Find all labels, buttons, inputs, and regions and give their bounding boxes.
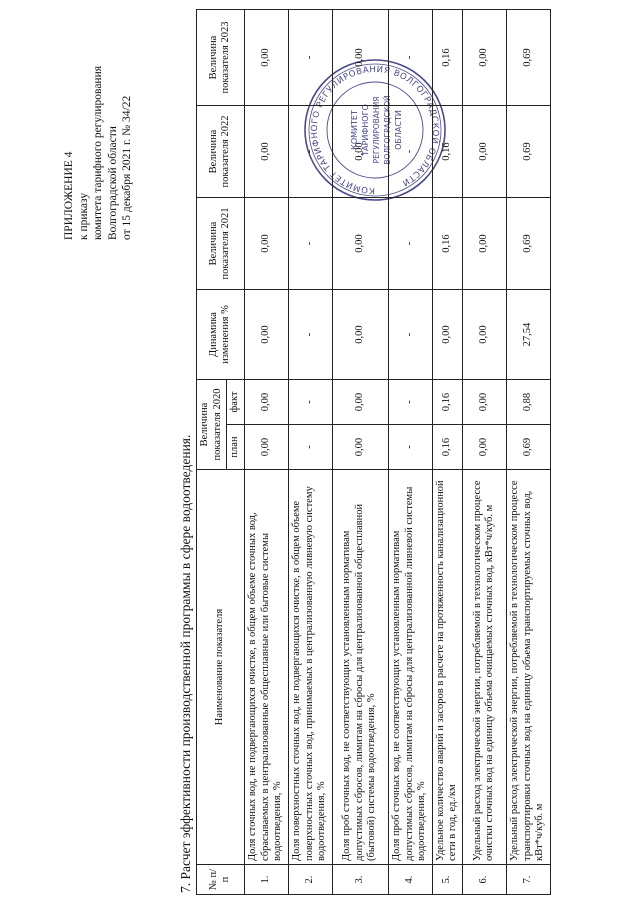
cell-name: Доля сточных вод, не подвергающихся очистке, в общем объеме сточных вод, сбрасываемых в централизованные общесплавные или бытовые системы водоотведения, % bbox=[244, 470, 288, 865]
cell-v2023: - bbox=[388, 10, 432, 106]
appendix-label: ПРИЛОЖЕНИЕ 4 bbox=[63, 151, 75, 240]
cell-name: Доля проб сточных вод, не соответствующих установленным нормативам допустимых сбросов, лимитам на сбросы для централизованной общесплавной (бытовой) системы водоотведения, % bbox=[332, 470, 388, 865]
cell-plan: 0,00 bbox=[244, 425, 288, 470]
cell-dyn: 0,00 bbox=[432, 290, 462, 380]
header-2023: Величина показателя 2023 bbox=[197, 10, 245, 106]
cell-fact: 0,00 bbox=[332, 380, 388, 425]
cell-fact: 0,00 bbox=[244, 380, 288, 425]
seal-center-line: ВОЛГОГРАДСКОЙ bbox=[383, 95, 392, 165]
cell-v2022: 0,69 bbox=[506, 106, 550, 198]
table-row bbox=[244, 10, 288, 895]
cell-plan: 0,16 bbox=[432, 425, 462, 470]
cell-plan: 0,00 bbox=[462, 425, 506, 470]
cell-v2022: - bbox=[388, 106, 432, 198]
table-row bbox=[506, 10, 550, 895]
efficiency-table bbox=[196, 9, 551, 895]
cell-num: 2. bbox=[288, 865, 332, 895]
cell-num: 5. bbox=[432, 865, 462, 895]
cell-fact: 0,16 bbox=[432, 380, 462, 425]
cell-num: 3. bbox=[332, 865, 388, 895]
cell-num: 6. bbox=[462, 865, 506, 895]
cell-dyn: 0,00 bbox=[332, 290, 388, 380]
cell-dyn: - bbox=[388, 290, 432, 380]
cell-v2022: 0,00 bbox=[332, 106, 388, 198]
cell-v2023: - bbox=[288, 10, 332, 106]
cell-fact: 0,00 bbox=[462, 380, 506, 425]
cell-v2023: 0,69 bbox=[506, 10, 550, 106]
header-2022: Величина показателя 2022 bbox=[197, 106, 245, 198]
cell-name: Доля проб сточных вод, не соответствующих установленным нормативам допустимых сбросов, лимитам на сбросы для централизованной ливневой системы водоотведения, % bbox=[388, 470, 432, 865]
cell-name: Удельное количество аварий и засоров в расчете на протяженность канализационной сети в год, ед./км bbox=[432, 470, 462, 865]
cell-dyn: 0,00 bbox=[244, 290, 288, 380]
cell-plan: 0,69 bbox=[506, 425, 550, 470]
table-row bbox=[432, 10, 462, 895]
cell-plan: 0,00 bbox=[332, 425, 388, 470]
cell-v2021: 0,00 bbox=[332, 198, 388, 290]
cell-fact: - bbox=[288, 380, 332, 425]
cell-v2021: 0,69 bbox=[506, 198, 550, 290]
table-row bbox=[388, 10, 432, 895]
cell-plan: - bbox=[388, 425, 432, 470]
cell-v2021: 0,00 bbox=[244, 198, 288, 290]
seal-center-line: РЕГУЛИРОВАНИЯ bbox=[372, 96, 381, 164]
seal-center-line: ОБЛАСТИ bbox=[394, 110, 403, 150]
cell-fact: 0,88 bbox=[506, 380, 550, 425]
table-row bbox=[288, 10, 332, 895]
cell-v2021: 0,16 bbox=[432, 198, 462, 290]
header-2020: Величина показателя 2020 bbox=[197, 380, 227, 470]
seal-center-line: КОМИТЕТ bbox=[350, 110, 359, 150]
header-dynamics: Динамика изменения % bbox=[197, 290, 245, 380]
order-ref: к приказу bbox=[77, 192, 90, 240]
cell-name: Доля поверхностных сточных вод, не подвергающихся очистке, в общем объеме поверхностных сточных вод, принимаемых в централизованную ливневую систему водоотведения, % bbox=[288, 470, 332, 865]
cell-plan: - bbox=[288, 425, 332, 470]
cell-v2023: 0,00 bbox=[462, 10, 506, 106]
cell-fact: - bbox=[388, 380, 432, 425]
header-num: № п/п bbox=[197, 865, 245, 895]
order-date: от 15 декабря 2021 г. № 34/22 bbox=[121, 95, 133, 240]
cell-num: 4. bbox=[388, 865, 432, 895]
cell-v2023: 0,00 bbox=[332, 10, 388, 106]
cell-v2021: - bbox=[288, 198, 332, 290]
cell-v2023: 0,16 bbox=[432, 10, 462, 106]
cell-v2022: 0,16 bbox=[432, 106, 462, 198]
cell-v2022: 0,00 bbox=[244, 106, 288, 198]
cell-name: Удельный расход электрической энергии, потребляемой в технологическом процессе транспортировки сточных вод на единицу объема транспортируемых сточных вод, кВт*ч/куб. м bbox=[506, 470, 550, 865]
cell-dyn: - bbox=[288, 290, 332, 380]
table-row bbox=[462, 10, 506, 895]
committee-name: комитета тарифного регулирования bbox=[92, 65, 104, 240]
approval-block bbox=[62, 0, 135, 240]
cell-v2023: 0,00 bbox=[244, 10, 288, 106]
cell-dyn: 27,54 bbox=[506, 290, 550, 380]
cell-v2022: 0,00 bbox=[462, 106, 506, 198]
region-name: Волгоградской области bbox=[106, 126, 119, 240]
header-name: Наименование показателя bbox=[197, 470, 245, 865]
seal-ring-text: КОМИТЕТ ТАРИФНОГО РЕГУЛИРОВАНИЯ ВОЛГОГРАДСКОЙ ОБЛАСТИ bbox=[309, 64, 441, 196]
header-fact: факт bbox=[227, 380, 245, 425]
cell-dyn: 0,00 bbox=[462, 290, 506, 380]
cell-v2021: - bbox=[388, 198, 432, 290]
table-row bbox=[332, 10, 388, 895]
header-2021: Величина показателя 2021 bbox=[197, 198, 245, 290]
header-plan: план bbox=[227, 425, 245, 470]
cell-num: 1. bbox=[244, 865, 288, 895]
section-title: 7. Расчет эффективности производственной программы в сфере водоотведения. bbox=[178, 434, 193, 893]
cell-v2022: - bbox=[288, 106, 332, 198]
cell-name: Удельный расход электрической энергии, потребляемой в технологическом процессе очистки сточных вод на единицу объема очищаемых сточных вод, кВт*ч/куб. м bbox=[462, 470, 506, 865]
cell-num: 7. bbox=[506, 865, 550, 895]
cell-v2021: 0,00 bbox=[462, 198, 506, 290]
seal-center-line: ТАРИФНОГО bbox=[361, 104, 370, 156]
